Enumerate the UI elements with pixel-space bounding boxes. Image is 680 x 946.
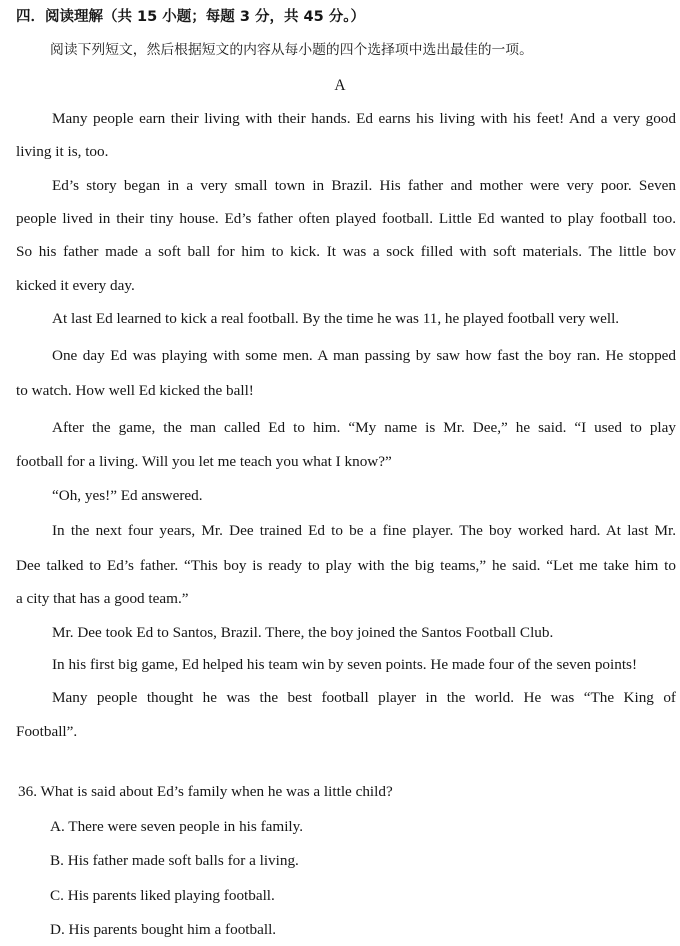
question-stem: 36. What is said about Ed’s family when he was a little child?	[18, 783, 393, 800]
passage-line: Many people earn their living with their hands. Ed earns his living with his feet! And a very good	[52, 110, 676, 127]
passage-line: living it is, too.	[16, 143, 109, 160]
passage-line: to watch. How well Ed kicked the ball!	[16, 382, 254, 399]
passage-line: At last Ed learned to kick a real football. By the time he was 11, he played football very well.	[52, 310, 620, 327]
passage-line: Football”.	[16, 723, 78, 740]
passage-line: One day Ed was playing with some men. A man passing by saw how fast the boy ran. He stopped	[52, 347, 676, 364]
section-heading: 四．阅读理解（共 15 小题；每题 3 分，共 45 分。）	[16, 9, 365, 25]
option-b[interactable]: B. His father made soft balls for a living.	[50, 852, 299, 869]
passage-line: football for a living. Will you let me teach you what I know?”	[16, 453, 392, 470]
passage-line: Many people thought he was the best football player in the world. He was “The King of	[52, 689, 676, 706]
option-c[interactable]: C. His parents liked playing football.	[50, 887, 275, 904]
passage-line: Mr. Dee took Ed to Santos, Brazil. There, the boy joined the Santos Football Club.	[52, 624, 554, 641]
option-a[interactable]: A. There were seven people in his family.	[50, 818, 304, 835]
passage-line: After the game, the man called Ed to him. “My name is Mr. Dee,” he said. “I used to play	[52, 419, 676, 436]
instruction-text: 阅读下列短文，然后根据短文的内容从每小题的四个选择项中选出最佳的一项。	[50, 42, 533, 58]
passage-line: Ed’s story began in a very small town in Brazil. His father and mother were very poor. Seven	[52, 177, 676, 194]
passage-line: people lived in their tiny house. Ed’s father often played football. Little Ed wanted to play football too.	[16, 210, 676, 227]
passage-line: So his father made a soft ball for him to kick. It was a sock filled with soft materials. The little bov	[16, 243, 676, 260]
passage-letter: A	[334, 77, 346, 94]
option-d[interactable]: D. His parents bought him a football.	[50, 921, 277, 938]
passage-line: Dee talked to Ed’s father. “This boy is ready to play with the big teams,” he said. “Let me take him to	[16, 557, 676, 574]
passage-line: kicked it every day.	[16, 277, 135, 294]
passage-line: “Oh, yes!” Ed answered.	[52, 487, 203, 504]
passage-line: a city that has a good team.”	[16, 590, 189, 607]
passage-line: In the next four years, Mr. Dee trained Ed to be a fine player. The boy worked hard. At last Mr.	[52, 522, 676, 539]
passage-line: In his first big game, Ed helped his team win by seven points. He made four of the seven points!	[52, 656, 638, 673]
